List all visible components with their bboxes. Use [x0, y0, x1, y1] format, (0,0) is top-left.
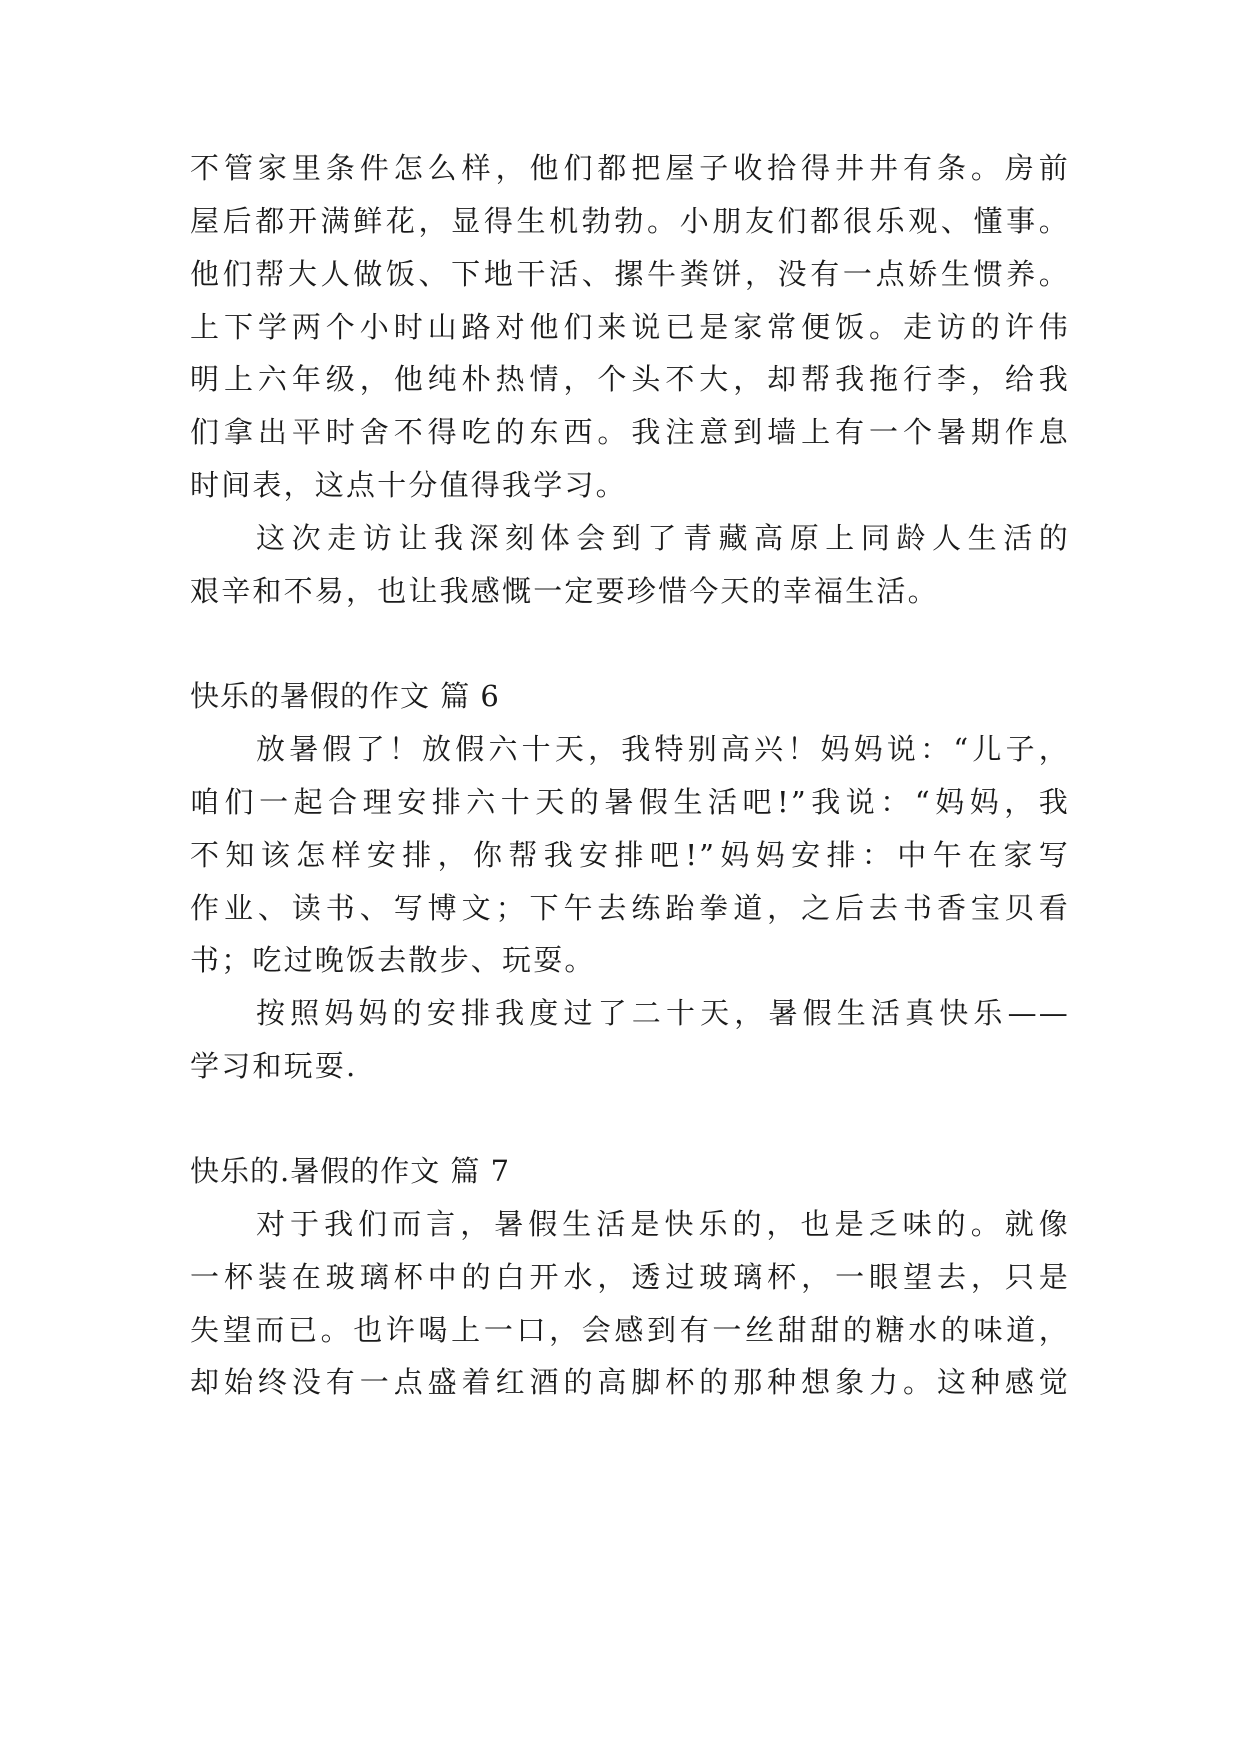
section-heading: 快乐的暑假的作文 篇 6: [190, 679, 500, 713]
text-line: 咱们一起合理安排六十天的暑假生活吧!”我说：“妈妈，我: [190, 785, 1070, 819]
text-line: 明上六年级，他纯朴热情，个头不大，却帮我拖行李，给我: [190, 362, 1070, 396]
text-line: 作业、读书、写博文；下午去练跆拳道，之后去书香宝贝看: [190, 891, 1070, 925]
text-line: 失望而已。也许喝上一口，会感到有一丝甜甜的糖水的味道，: [190, 1313, 1070, 1347]
text-line: 他们帮大人做饭、下地干活、摞牛粪饼，没有一点娇生惯养。: [190, 257, 1070, 291]
text-line: 时间表，这点十分值得我学习。: [190, 468, 627, 502]
section-heading: 快乐的.暑假的作文 篇 7: [190, 1154, 511, 1188]
text-line: 不管家里条件怎么样，他们都把屋子收拾得井井有条。房前: [190, 151, 1070, 185]
text-line: 不知该怎样安排，你帮我安排吧!”妈妈安排：中午在家写: [190, 838, 1070, 872]
paragraph-first-line: 按照妈妈的安排我度过了二十天，暑假生活真快乐——: [256, 996, 1070, 1030]
text-line: 们拿出平时舍不得吃的东西。我注意到墙上有一个暑期作息: [190, 415, 1070, 449]
text-line: 上下学两个小时山路对他们来说已是家常便饭。走访的许伟: [190, 310, 1070, 344]
text-line: 艰辛和不易，也让我感慨一定要珍惜今天的幸福生活。: [190, 574, 939, 608]
text-line: 书；吃过晚饭去散步、玩耍。: [190, 943, 596, 977]
text-line: 学习和玩耍.: [190, 1049, 358, 1083]
text-line: 屋后都开满鲜花，显得生机勃勃。小朋友们都很乐观、懂事。: [190, 204, 1070, 238]
paragraph-first-line: 放暑假了！放假六十天，我特别高兴！妈妈说：“儿子，: [256, 732, 1070, 766]
paragraph-first-line: 这次走访让我深刻体会到了青藏高原上同龄人生活的: [256, 521, 1070, 555]
paragraph-first-line: 对于我们而言，暑假生活是快乐的，也是乏味的。就像: [256, 1207, 1070, 1241]
text-line: 却始终没有一点盛着红酒的高脚杯的那种想象力。这种感觉: [190, 1365, 1070, 1399]
text-line: 一杯装在玻璃杯中的白开水，透过玻璃杯，一眼望去，只是: [190, 1260, 1070, 1294]
